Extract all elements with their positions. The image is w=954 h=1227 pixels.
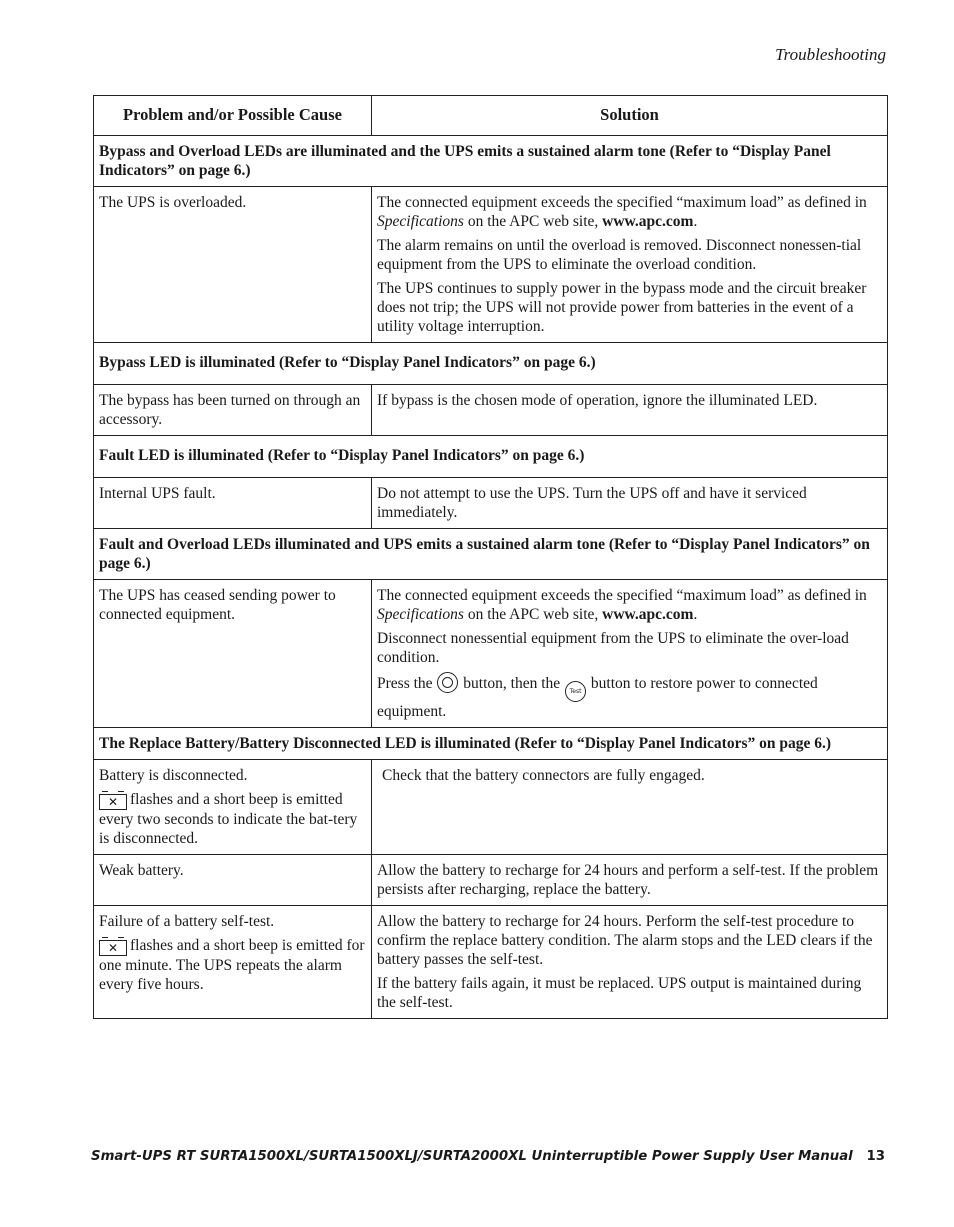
header-problem: Problem and/or Possible Cause: [94, 96, 372, 136]
solution-paragraph: The connected equipment exceeds the specified “maximum load” as defined in Specifications on the APC web site, www.apc.com.: [377, 194, 867, 230]
problem-cell: Failure of a battery self-test. ✕ flashes and a short beep is emitted for one minute. The UPS repeats the alarm every five hours.: [94, 906, 372, 1019]
section-header: [94, 728, 888, 760]
table-row: [94, 906, 888, 1019]
section-title: Fault and Overload LEDs illuminated and UPS emits a sustained alarm tone (Refer to “Display Panel Indicators” on page 6.): [94, 529, 888, 580]
solution-paragraph: Allow the battery to recharge for 24 hours. Perform the self-test procedure to confirm the replace battery condition. The alarm stops and the LED clears if the battery passes the self-test.: [377, 913, 873, 968]
page-footer: [91, 1149, 887, 1164]
solution-paragraph: The connected equipment exceeds the specified “maximum load” as defined in Specifications on the APC web site, www.apc.com.: [377, 587, 867, 623]
solution-cell: Do not attempt to use the UPS. Turn the UPS off and have it serviced immediately.: [372, 478, 888, 529]
section-title: Bypass LED is illuminated (Refer to “Display Panel Indicators” on page 6.): [94, 343, 888, 385]
section-title: Bypass and Overload LEDs are illuminated and the UPS emits a sustained alarm tone (Refer to “Display Panel Indicators” on page 6.): [94, 136, 888, 187]
solution-cell: [372, 187, 888, 343]
replace-battery-icon: ✕: [99, 940, 127, 956]
troubleshooting-table: [93, 95, 888, 1019]
section-title: The Replace Battery/Battery Disconnected LED is illuminated (Refer to “Display Panel Indicators” on page 6.): [94, 728, 888, 760]
power-button-icon: [437, 672, 458, 693]
table-header-row: [94, 96, 888, 136]
solution-paragraph: Disconnect nonessential equipment from the UPS to eliminate the over-load condition.: [377, 630, 849, 666]
solution-paragraph: Press the button, then the Test button to restore power to connected equipment.: [377, 672, 883, 721]
solution-cell: Allow the battery to recharge for 24 hours and perform a self-test. If the problem persists after recharging, replace the battery.: [372, 855, 888, 906]
table-row: [94, 855, 888, 906]
section-title: Fault LED is illuminated (Refer to “Display Panel Indicators” on page 6.): [94, 436, 888, 478]
problem-cell: The UPS has ceased sending power to connected equipment.: [94, 580, 372, 728]
section-header: [94, 343, 888, 385]
table-row: [94, 187, 888, 343]
table-row: [94, 760, 888, 855]
problem-cell: Internal UPS fault.: [94, 478, 372, 529]
solution-paragraph: The UPS continues to supply power in the bypass mode and the circuit breaker does not trip; the UPS will not provide power from batteries in the event of a utility voltage interruption.: [377, 280, 867, 335]
table-row: [94, 478, 888, 529]
table-row: [94, 580, 888, 728]
solution-paragraph: If the battery fails again, it must be replaced. UPS output is maintained during the self-test.: [377, 975, 862, 1011]
section-header: [94, 436, 888, 478]
manual-title: Smart-UPS RT SURTA1500XL/SURTA1500XLJ/SURTA2000XL Uninterruptible Power Supply User Manual: [91, 1149, 853, 1164]
problem-cell: Battery is disconnected. ✕ flashes and a short beep is emitted every two seconds to indicate the bat-tery is disconnected.: [94, 760, 372, 855]
apc-web-link: www.apc.com: [602, 213, 694, 230]
table-row: [94, 385, 888, 436]
test-button-icon: Test: [565, 681, 586, 702]
replace-battery-icon: ✕: [99, 794, 127, 810]
section-header: [94, 529, 888, 580]
apc-web-link: www.apc.com: [602, 606, 694, 623]
running-head: Troubleshooting: [775, 45, 886, 64]
solution-cell: Check that the battery connectors are fully engaged.: [372, 760, 888, 855]
page-number: 13: [866, 1149, 885, 1164]
solution-paragraph: The alarm remains on until the overload is removed. Disconnect nonessen-tial equipment from the UPS to eliminate the overload condition.: [377, 237, 862, 273]
header-solution: Solution: [372, 96, 888, 136]
solution-cell: [372, 906, 888, 1019]
problem-cell: The bypass has been turned on through an accessory.: [94, 385, 372, 436]
problem-cell: Weak battery.: [94, 855, 372, 906]
solution-cell: If bypass is the chosen mode of operation, ignore the illuminated LED.: [372, 385, 888, 436]
solution-cell: [372, 580, 888, 728]
section-header: [94, 136, 888, 187]
problem-cell: The UPS is overloaded.: [94, 187, 372, 343]
